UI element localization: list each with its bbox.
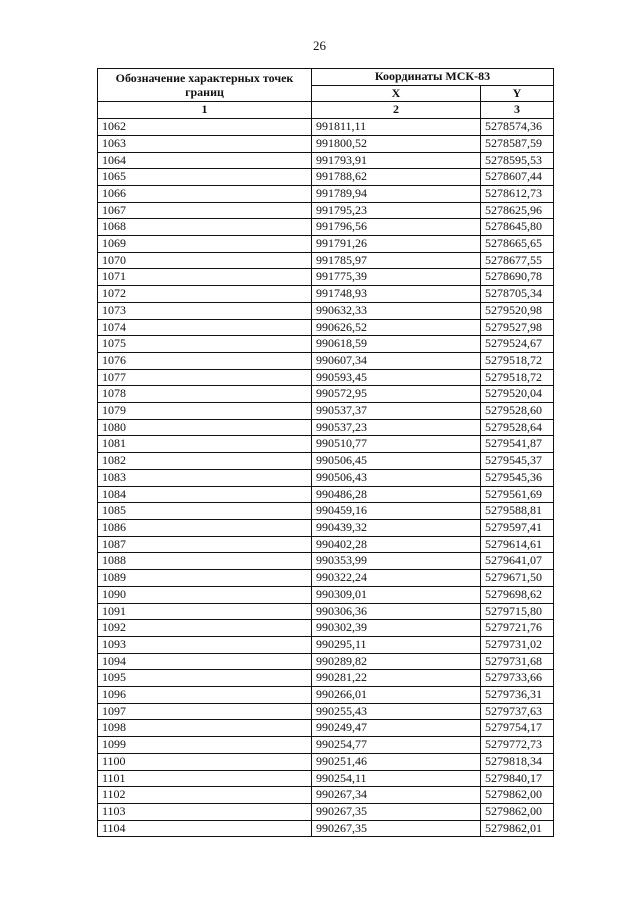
- y-coordinate-cell: 5279731,02: [481, 636, 554, 653]
- point-number-cell: 1081: [98, 436, 312, 453]
- x-coordinate-cell: 990267,35: [312, 803, 481, 820]
- x-coordinate-cell: 990618,59: [312, 336, 481, 353]
- header-coordinates: Координаты МСК-83: [312, 69, 554, 86]
- point-number-cell: 1092: [98, 620, 312, 637]
- point-number-cell: 1085: [98, 503, 312, 520]
- point-number-cell: 1080: [98, 419, 312, 436]
- y-coordinate-cell: 5278677,55: [481, 252, 554, 269]
- y-coordinate-cell: 5279818,34: [481, 753, 554, 770]
- table-row: [98, 636, 554, 653]
- point-number-cell: 1087: [98, 536, 312, 553]
- point-number-cell: 1075: [98, 336, 312, 353]
- x-coordinate-cell: 990302,39: [312, 620, 481, 637]
- y-coordinate-cell: 5279698,62: [481, 586, 554, 603]
- point-number-cell: 1072: [98, 286, 312, 303]
- y-coordinate-cell: 5279541,87: [481, 436, 554, 453]
- x-coordinate-cell: 990251,46: [312, 753, 481, 770]
- y-coordinate-cell: 5279545,37: [481, 453, 554, 470]
- table-row: [98, 620, 554, 637]
- x-coordinate-cell: 990254,11: [312, 770, 481, 787]
- table-row: [98, 286, 554, 303]
- header-x: X: [312, 85, 481, 102]
- table-row: [98, 352, 554, 369]
- y-coordinate-cell: 5279772,73: [481, 737, 554, 754]
- point-number-cell: 1084: [98, 486, 312, 503]
- y-coordinate-cell: 5279754,17: [481, 720, 554, 737]
- y-coordinate-cell: 5278690,78: [481, 269, 554, 286]
- column-index-row: [98, 102, 554, 119]
- point-number-cell: 1097: [98, 703, 312, 720]
- x-coordinate-cell: 990322,24: [312, 570, 481, 587]
- y-coordinate-cell: 5279862,00: [481, 787, 554, 804]
- y-coordinate-cell: 5278705,34: [481, 286, 554, 303]
- x-coordinate-cell: 990593,45: [312, 369, 481, 386]
- table-row: [98, 419, 554, 436]
- y-coordinate-cell: 5279733,66: [481, 670, 554, 687]
- point-number-cell: 1100: [98, 753, 312, 770]
- x-coordinate-cell: 990632,33: [312, 302, 481, 319]
- point-number-cell: 1096: [98, 687, 312, 704]
- x-coordinate-cell: 990295,11: [312, 636, 481, 653]
- y-coordinate-cell: 5279731,68: [481, 653, 554, 670]
- table-row: [98, 603, 554, 620]
- table-row: [98, 720, 554, 737]
- point-number-cell: 1101: [98, 770, 312, 787]
- table-header: [98, 69, 554, 119]
- table-body: [98, 119, 554, 837]
- x-coordinate-cell: 990306,36: [312, 603, 481, 620]
- x-coordinate-cell: 991795,23: [312, 202, 481, 219]
- x-coordinate-cell: 991796,56: [312, 219, 481, 236]
- x-coordinate-cell: 990402,28: [312, 536, 481, 553]
- point-number-cell: 1095: [98, 670, 312, 687]
- y-coordinate-cell: 5278587,59: [481, 135, 554, 152]
- x-coordinate-cell: 990626,52: [312, 319, 481, 336]
- table-row: [98, 386, 554, 403]
- y-coordinate-cell: 5279840,17: [481, 770, 554, 787]
- point-number-cell: 1066: [98, 185, 312, 202]
- x-coordinate-cell: 990266,01: [312, 687, 481, 704]
- x-coordinate-cell: 990255,43: [312, 703, 481, 720]
- x-coordinate-cell: 990510,77: [312, 436, 481, 453]
- table-row: [98, 152, 554, 169]
- point-number-cell: 1104: [98, 820, 312, 837]
- point-number-cell: 1071: [98, 269, 312, 286]
- table-row: [98, 403, 554, 420]
- table-row: [98, 753, 554, 770]
- y-coordinate-cell: 5279520,04: [481, 386, 554, 403]
- y-coordinate-cell: 5278665,65: [481, 236, 554, 253]
- table-row: [98, 269, 554, 286]
- y-coordinate-cell: 5279545,36: [481, 469, 554, 486]
- x-coordinate-cell: 991785,97: [312, 252, 481, 269]
- table-row: [98, 553, 554, 570]
- table-row: [98, 486, 554, 503]
- x-coordinate-cell: 991775,39: [312, 269, 481, 286]
- point-number-cell: 1079: [98, 403, 312, 420]
- y-coordinate-cell: 5279736,31: [481, 687, 554, 704]
- table-row: [98, 770, 554, 787]
- x-coordinate-cell: 990353,99: [312, 553, 481, 570]
- point-number-cell: 1068: [98, 219, 312, 236]
- x-coordinate-cell: 991800,52: [312, 135, 481, 152]
- x-coordinate-cell: 991811,11: [312, 119, 481, 136]
- header-y: Y: [481, 85, 554, 102]
- x-coordinate-cell: 991748,93: [312, 286, 481, 303]
- x-coordinate-cell: 990506,45: [312, 453, 481, 470]
- y-coordinate-cell: 5279528,60: [481, 403, 554, 420]
- x-coordinate-cell: 990486,28: [312, 486, 481, 503]
- point-number-cell: 1103: [98, 803, 312, 820]
- point-number-cell: 1063: [98, 135, 312, 152]
- table-row: [98, 570, 554, 587]
- x-coordinate-cell: 991789,94: [312, 185, 481, 202]
- x-coordinate-cell: 990267,35: [312, 820, 481, 837]
- y-coordinate-cell: 5279597,41: [481, 519, 554, 536]
- table-row: [98, 135, 554, 152]
- y-coordinate-cell: 5279561,69: [481, 486, 554, 503]
- point-number-cell: 1074: [98, 319, 312, 336]
- point-number-cell: 1083: [98, 469, 312, 486]
- table-row: [98, 453, 554, 470]
- point-number-cell: 1102: [98, 787, 312, 804]
- x-coordinate-cell: 990267,34: [312, 787, 481, 804]
- table-row: [98, 436, 554, 453]
- page-number: 26: [313, 38, 326, 53]
- point-number-cell: 1076: [98, 352, 312, 369]
- x-coordinate-cell: 991791,26: [312, 236, 481, 253]
- column-index-1: 1: [98, 102, 312, 119]
- table-row: [98, 653, 554, 670]
- table-row: [98, 252, 554, 269]
- x-coordinate-cell: 990254,77: [312, 737, 481, 754]
- point-number-cell: 1088: [98, 553, 312, 570]
- table-row: [98, 319, 554, 336]
- point-number-cell: 1091: [98, 603, 312, 620]
- table-row: [98, 519, 554, 536]
- point-number-cell: 1099: [98, 737, 312, 754]
- table-row: [98, 737, 554, 754]
- point-number-cell: 1094: [98, 653, 312, 670]
- x-coordinate-cell: 990309,01: [312, 586, 481, 603]
- x-coordinate-cell: 991793,91: [312, 152, 481, 169]
- x-coordinate-cell: 990537,23: [312, 419, 481, 436]
- table-row: [98, 670, 554, 687]
- column-index-3: 3: [481, 102, 554, 119]
- y-coordinate-cell: 5278645,80: [481, 219, 554, 236]
- point-number-cell: 1067: [98, 202, 312, 219]
- x-coordinate-cell: 990281,22: [312, 670, 481, 687]
- point-number-cell: 1086: [98, 519, 312, 536]
- point-number-cell: 1065: [98, 169, 312, 186]
- table-row: [98, 687, 554, 704]
- y-coordinate-cell: 5279862,00: [481, 803, 554, 820]
- table-row: [98, 336, 554, 353]
- y-coordinate-cell: 5279715,80: [481, 603, 554, 620]
- table-row: [98, 236, 554, 253]
- point-number-cell: 1078: [98, 386, 312, 403]
- table-row: [98, 820, 554, 837]
- coordinates-table: [97, 68, 554, 837]
- column-index-2: 2: [312, 102, 481, 119]
- point-number-cell: 1093: [98, 636, 312, 653]
- y-coordinate-cell: 5278595,53: [481, 152, 554, 169]
- table-row: [98, 536, 554, 553]
- x-coordinate-cell: 990572,95: [312, 386, 481, 403]
- table-row: [98, 369, 554, 386]
- y-coordinate-cell: 5278625,96: [481, 202, 554, 219]
- x-coordinate-cell: 991788,62: [312, 169, 481, 186]
- y-coordinate-cell: 5279527,98: [481, 319, 554, 336]
- y-coordinate-cell: 5279721,76: [481, 620, 554, 637]
- y-coordinate-cell: 5279520,98: [481, 302, 554, 319]
- point-number-cell: 1082: [98, 453, 312, 470]
- table-row: [98, 503, 554, 520]
- table-row: [98, 119, 554, 136]
- table-row: [98, 586, 554, 603]
- y-coordinate-cell: 5279524,67: [481, 336, 554, 353]
- x-coordinate-cell: 990607,34: [312, 352, 481, 369]
- table-row: [98, 803, 554, 820]
- table-row: [98, 202, 554, 219]
- point-number-cell: 1077: [98, 369, 312, 386]
- y-coordinate-cell: 5279641,07: [481, 553, 554, 570]
- x-coordinate-cell: 990289,82: [312, 653, 481, 670]
- point-number-cell: 1070: [98, 252, 312, 269]
- y-coordinate-cell: 5279518,72: [481, 352, 554, 369]
- y-coordinate-cell: 5279737,63: [481, 703, 554, 720]
- point-number-cell: 1062: [98, 119, 312, 136]
- x-coordinate-cell: 990249,47: [312, 720, 481, 737]
- y-coordinate-cell: 5279518,72: [481, 369, 554, 386]
- point-number-cell: 1090: [98, 586, 312, 603]
- x-coordinate-cell: 990459,16: [312, 503, 481, 520]
- point-number-cell: 1098: [98, 720, 312, 737]
- table-row: [98, 185, 554, 202]
- header-point-designation: Обозначение характерных точек границ: [98, 69, 312, 102]
- table-row: [98, 169, 554, 186]
- point-number-cell: 1069: [98, 236, 312, 253]
- x-coordinate-cell: 990506,43: [312, 469, 481, 486]
- y-coordinate-cell: 5278612,73: [481, 185, 554, 202]
- y-coordinate-cell: 5279671,50: [481, 570, 554, 587]
- x-coordinate-cell: 990537,37: [312, 403, 481, 420]
- table-row: [98, 219, 554, 236]
- header-row: [98, 69, 554, 86]
- point-number-cell: 1064: [98, 152, 312, 169]
- y-coordinate-cell: 5278607,44: [481, 169, 554, 186]
- table-row: [98, 787, 554, 804]
- y-coordinate-cell: 5279862,01: [481, 820, 554, 837]
- y-coordinate-cell: 5279588,81: [481, 503, 554, 520]
- y-coordinate-cell: 5279614,61: [481, 536, 554, 553]
- x-coordinate-cell: 990439,32: [312, 519, 481, 536]
- y-coordinate-cell: 5278574,36: [481, 119, 554, 136]
- table-row: [98, 469, 554, 486]
- table-row: [98, 703, 554, 720]
- point-number-cell: 1073: [98, 302, 312, 319]
- y-coordinate-cell: 5279528,64: [481, 419, 554, 436]
- point-number-cell: 1089: [98, 570, 312, 587]
- table-row: [98, 302, 554, 319]
